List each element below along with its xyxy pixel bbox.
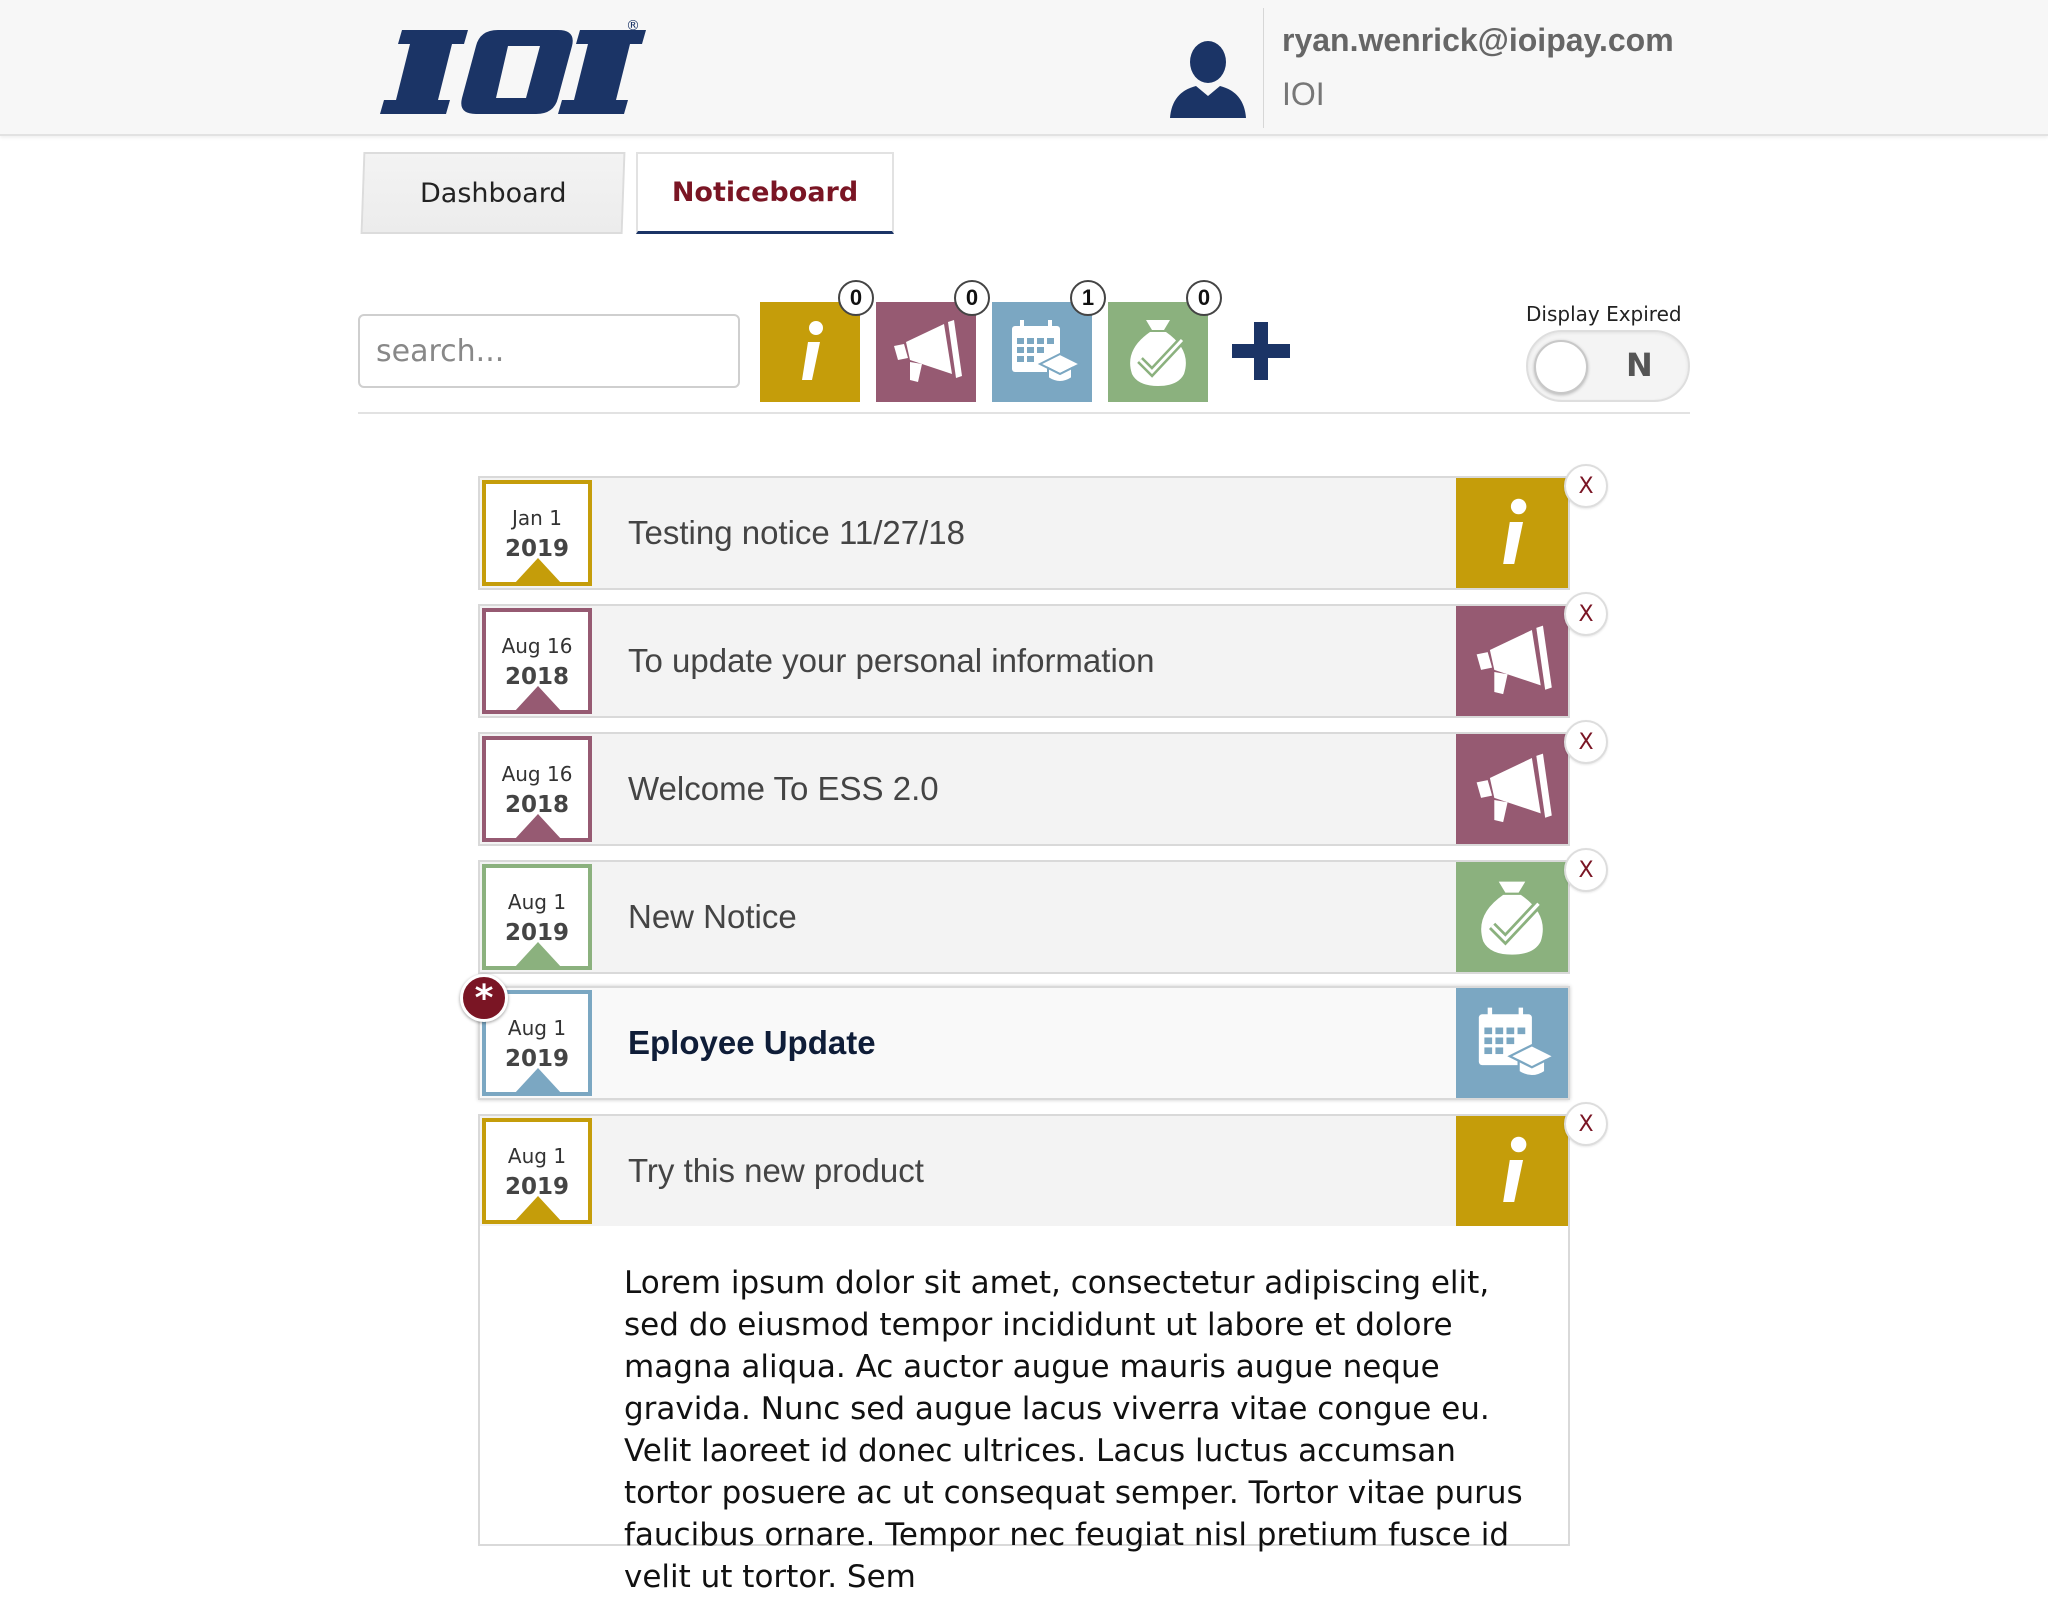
tab-noticeboard-label: Noticeboard: [671, 177, 859, 208]
notice-row[interactable]: [478, 473, 1594, 590]
notice-date-year: 2019: [504, 1174, 569, 1200]
toggle-knob: [1534, 340, 1588, 394]
notice-title[interactable]: Eployee Update: [628, 1024, 876, 1061]
notice-title[interactable]: Welcome To ESS 2.0: [628, 770, 939, 807]
calendar-graduation-icon: [1004, 314, 1080, 390]
close-notice-button[interactable]: X: [1564, 1102, 1608, 1146]
notice-title[interactable]: New Notice: [628, 898, 797, 935]
notice-date-month: Jan 1: [512, 506, 562, 530]
filter-announcement-count: 0: [954, 280, 990, 316]
close-notice-button[interactable]: X: [1564, 848, 1608, 892]
notice-detail-panel: [478, 1226, 1570, 1595]
notice-type-info: [1456, 1116, 1568, 1226]
notice-date-month: Aug 16: [501, 634, 573, 658]
info-icon: [1470, 491, 1554, 575]
notice-date-year: 2019: [504, 536, 569, 562]
ioi-logo[interactable]: [380, 22, 645, 122]
notice-type-payroll: [1456, 862, 1568, 972]
user-email: ryan.wenrick@ioipay.com: [1282, 22, 1674, 58]
filter-payroll-count: 0: [1186, 280, 1222, 316]
plus-icon[interactable]: [1228, 318, 1294, 384]
notice-row[interactable]: [478, 729, 1594, 846]
notice-date-year: 2019: [504, 920, 569, 946]
notice-title[interactable]: Testing notice 11/27/18: [628, 514, 965, 551]
display-expired-toggle[interactable]: [1526, 330, 1690, 402]
notice-date-month: Aug 1: [507, 890, 567, 914]
notice-date-year: 2019: [504, 1046, 569, 1072]
date-pointer: [514, 558, 562, 584]
user-avatar-icon[interactable]: [1166, 36, 1250, 118]
notice-type-info: [1456, 478, 1568, 588]
notice-title[interactable]: To update your personal information: [628, 642, 1155, 679]
notice-type-training: [1456, 988, 1568, 1098]
filter-info-count: 0: [838, 280, 874, 316]
notice-date-month: Aug 1: [507, 1016, 567, 1040]
filter-training-count: 1: [1070, 280, 1106, 316]
info-icon: [1470, 1129, 1554, 1213]
registered-mark: ®: [626, 18, 640, 34]
app-header: [0, 0, 2048, 136]
notice-type-announcement: [1456, 606, 1568, 716]
notice-row[interactable]: [478, 857, 1594, 974]
notice-title[interactable]: Try this new product: [628, 1152, 924, 1189]
filter-divider: [358, 412, 1690, 414]
date-pointer: [514, 686, 562, 712]
notice-date: [482, 736, 592, 842]
filter-info-button[interactable]: [760, 285, 863, 402]
info-icon: [772, 314, 848, 390]
tab-noticeboard[interactable]: [636, 152, 894, 234]
filter-announcement-button[interactable]: [876, 285, 979, 402]
tab-dashboard[interactable]: [361, 152, 626, 234]
search-input[interactable]: [358, 314, 740, 388]
date-pointer: [514, 1196, 562, 1222]
notice-date-year: 2018: [504, 664, 569, 690]
toggle-value: N: [1626, 346, 1653, 384]
notice-date: [482, 1118, 592, 1224]
user-company: IOI: [1282, 76, 1325, 112]
date-pointer: [514, 942, 562, 968]
notice-date: [482, 864, 592, 970]
header-divider: [1263, 8, 1264, 128]
display-expired-label: Display Expired: [1526, 302, 1682, 326]
tab-dashboard-label: Dashboard: [419, 177, 567, 209]
megaphone-icon: [1470, 747, 1554, 831]
notice-date-year: 2018: [504, 792, 569, 818]
close-notice-button[interactable]: X: [1564, 720, 1608, 764]
notice-detail-text: Lorem ipsum dolor sit amet, consectetur adipiscing elit, sed do eiusmod tempor incididunt ut labore et dolore magna aliqua. Ac auctor augue mauris augue neque gravida. Nunc sed augue lacus viverra vitae congue eu. Velit laoreet id donec ultrices. Lacus luctus accumsan tortor posuere ac ut consequat semper. Tortor vitae purus faucibus ornare. Tempor nec feugiat nisl pretium fusce id velit ut tortor. Sem: [624, 1265, 1523, 1595]
filter-payroll-button[interactable]: [1108, 285, 1211, 402]
date-pointer: [514, 814, 562, 840]
notice-row[interactable]: [478, 601, 1594, 718]
close-notice-button[interactable]: X: [1564, 592, 1608, 636]
megaphone-icon: [888, 314, 964, 390]
new-notice-badge: *: [460, 974, 508, 1022]
moneybag-check-icon: [1120, 314, 1196, 390]
calendar-graduation-icon: [1470, 1001, 1554, 1085]
notice-date-month: Aug 16: [501, 762, 573, 786]
notice-date: [482, 480, 592, 586]
close-notice-button[interactable]: X: [1564, 464, 1608, 508]
notice-type-announcement: [1456, 734, 1568, 844]
notice-date-month: Aug 1: [507, 1144, 567, 1168]
notice-row[interactable]: [474, 977, 1570, 1100]
notice-date: [482, 608, 592, 714]
date-pointer: [514, 1068, 562, 1094]
filter-training-button[interactable]: [992, 285, 1095, 402]
notice-row[interactable]: [478, 1111, 1594, 1228]
moneybag-check-icon: [1470, 875, 1554, 959]
megaphone-icon: [1470, 619, 1554, 703]
